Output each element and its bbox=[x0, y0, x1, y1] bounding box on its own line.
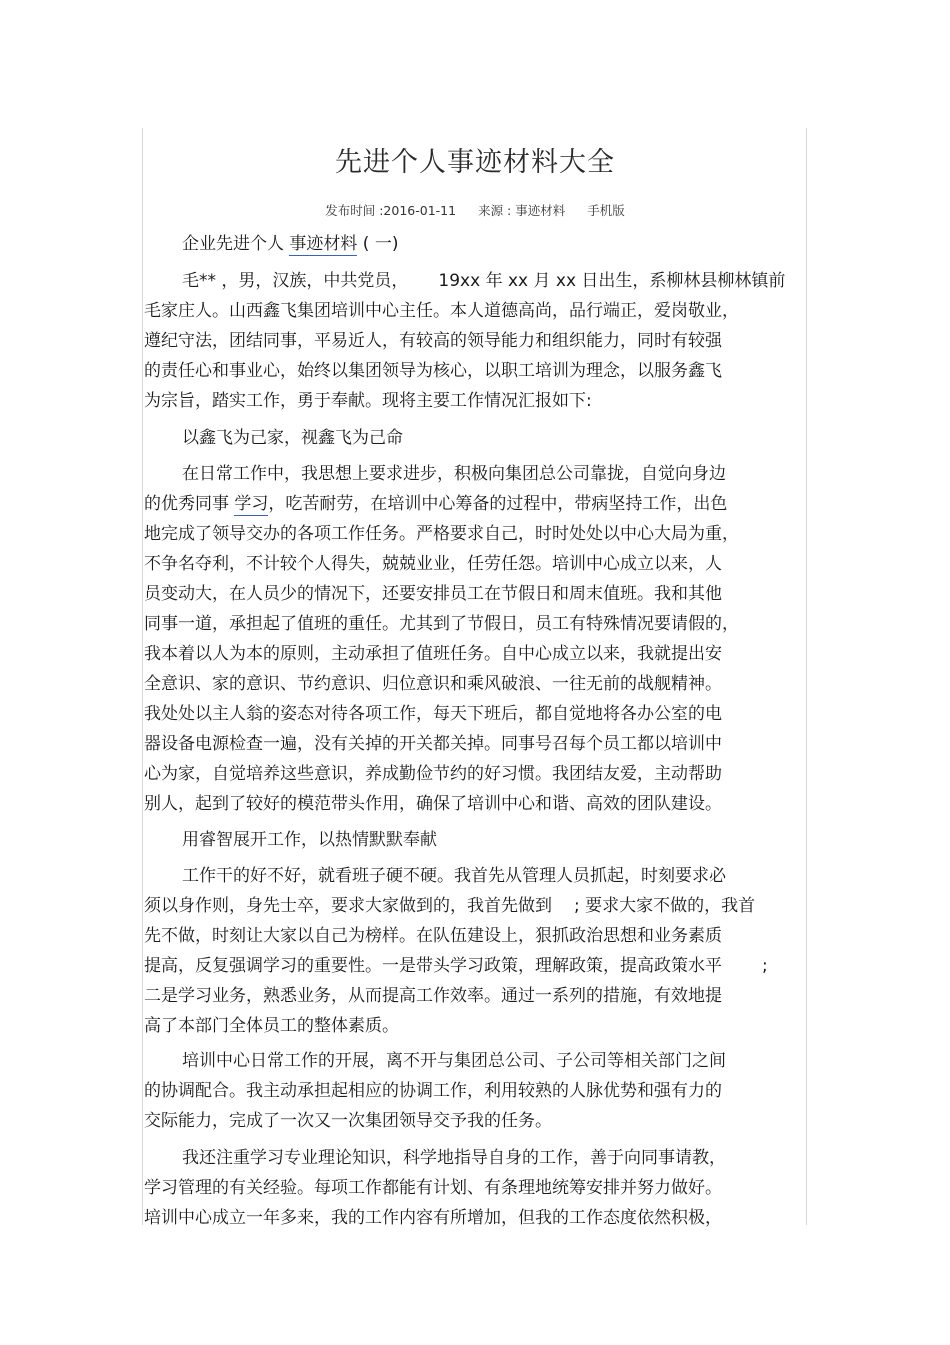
paragraph-line: 员变动大，在人员少的情况下，还要安排员工在节假日和周末值班。我和其他 bbox=[144, 584, 722, 604]
paragraph-line: 培训中心成立一年多来，我的工作内容有所增加，但我的工作态度依然积极， bbox=[144, 1208, 722, 1228]
paragraph-line: 地完成了领导交办的各项工作任务。严格要求自己，时时处处以中心大局为重， bbox=[144, 524, 739, 544]
deeds-material-link[interactable]: 事迹材料 bbox=[289, 234, 358, 254]
paragraph-line: 器设备电源检查一遍，没有关掉的开关都关掉。同事号召每个员工都以培训中 bbox=[144, 734, 722, 754]
paragraph-line: 培训中心日常工作的开展，离不开与集团总公司、子公司等相关部门之间 bbox=[182, 1051, 726, 1071]
paragraph-line: 别人，起到了较好的模范带头作用，确保了培训中心和谐、高效的团队建设。 bbox=[144, 794, 722, 814]
paragraph-line: 二是学习业务，熟悉业务，从而提高工作效率。通过一系列的措施，有效地提 bbox=[144, 986, 722, 1006]
paragraph-line: 我处处以主人翁的姿态对待各项工作，每天下班后，都自觉地将各办公室的电 bbox=[144, 704, 722, 724]
paragraph-line: 须以身作则，身先士卒，要求大家做到的，我首先做到 ; 要求大家不做的，我首 bbox=[144, 896, 756, 916]
paragraph-line: 在日常工作中，我思想上要求进步，积极向集团总公司靠拢，自觉向身边 bbox=[182, 464, 726, 484]
paragraph-line: 工作干的好不好，就看班子硬不硬。我首先从管理人员抓起，时刻要求必 bbox=[182, 866, 726, 886]
paragraph-line: 我本着以人为本的原则，主动承担了值班任务。自中心成立以来，我就提出安 bbox=[144, 644, 722, 664]
paragraph-line: 心为家，自觉培养这些意识，养成勤俭节约的好习惯。我团结友爱，主动帮助 bbox=[144, 764, 722, 784]
paragraph-line: 为宗旨，踏实工作，勇于奉献。现将主要工作情况汇报如下: bbox=[144, 391, 592, 411]
paragraph-line: 提高，反复强调学习的重要性。一是带头学习政策，理解政策，提高政策水平 ; bbox=[144, 956, 768, 976]
paragraph-line: 全意识、家的意识、节约意识、归位意识和乘风破浪、一往无前的战舰精神。 bbox=[144, 674, 722, 694]
subheading: 以鑫飞为己家，视鑫飞为己命 bbox=[182, 428, 403, 448]
paragraph-line: 先不做，时刻让大家以自己为榜样。在队伍建设上，狠抓政治思想和业务素质 bbox=[144, 926, 722, 946]
paragraph-line: 的协调配合。我主动承担起相应的协调工作，利用较熟的人脉优势和强有力的 bbox=[144, 1081, 722, 1101]
paragraph-line: 的优秀同事 学习，吃苦耐劳，在培训中心筹备的过程中，带病坚持工作，出色 bbox=[144, 494, 728, 514]
mobile-version-link[interactable]: 手机版 bbox=[587, 203, 625, 218]
paragraph-line: 的责任心和事业心，始终以集团领导为核心，以职工培训为理念，以服务鑫飞 bbox=[144, 361, 722, 381]
paragraph-line: 高了本部门全体员工的整体素质。 bbox=[144, 1016, 399, 1036]
paragraph-line: 学习管理的有关经验。每项工作都能有计划、有条理地统筹安排并努力做好。 bbox=[144, 1178, 722, 1198]
paragraph-line: 我还注重学习专业理论知识，科学地指导自身的工作，善于向同事请教， bbox=[182, 1148, 726, 1168]
paragraph-line: 同事一道，承担起了值班的重任。尤其到了节假日，员工有特殊情况要请假的， bbox=[144, 614, 739, 634]
page-title: 先进个人事迹材料大全 bbox=[335, 147, 615, 178]
source-label: 来源 : 事迹材料 bbox=[478, 203, 566, 218]
paragraph-line: 毛** ，男，汉族，中共党员， 19xx 年 xx 月 xx 日出生，系柳林县柳林镇前 bbox=[182, 271, 786, 291]
paragraph-line: 毛家庄人。山西鑫飞集团培训中心主任。本人道德高尚，品行端正，爱岗敬业， bbox=[144, 301, 739, 321]
article-meta bbox=[0, 201, 950, 219]
publish-date: 发布时间 :2016-01-11 bbox=[325, 203, 457, 218]
paragraph-line: 不争名夺利，不计较个人得失，兢兢业业，任劳任怨。培训中心成立以来，人 bbox=[144, 554, 722, 574]
paragraph-line: 交际能力，完成了一次又一次集团领导交予我的任务。 bbox=[144, 1111, 552, 1131]
subheading: 用睿智展开工作，以热情默默奉献 bbox=[182, 830, 437, 850]
page-border-left bbox=[142, 128, 143, 1225]
paragraph-line: 遵纪守法，团结同事，平易近人，有较高的领导能力和组织能力，同时有较强 bbox=[144, 331, 722, 351]
section-heading: 企业先进个人 事迹材料 ( 一) bbox=[182, 234, 399, 254]
study-link[interactable]: 学习 bbox=[234, 494, 269, 514]
page-border-right bbox=[806, 128, 807, 1225]
